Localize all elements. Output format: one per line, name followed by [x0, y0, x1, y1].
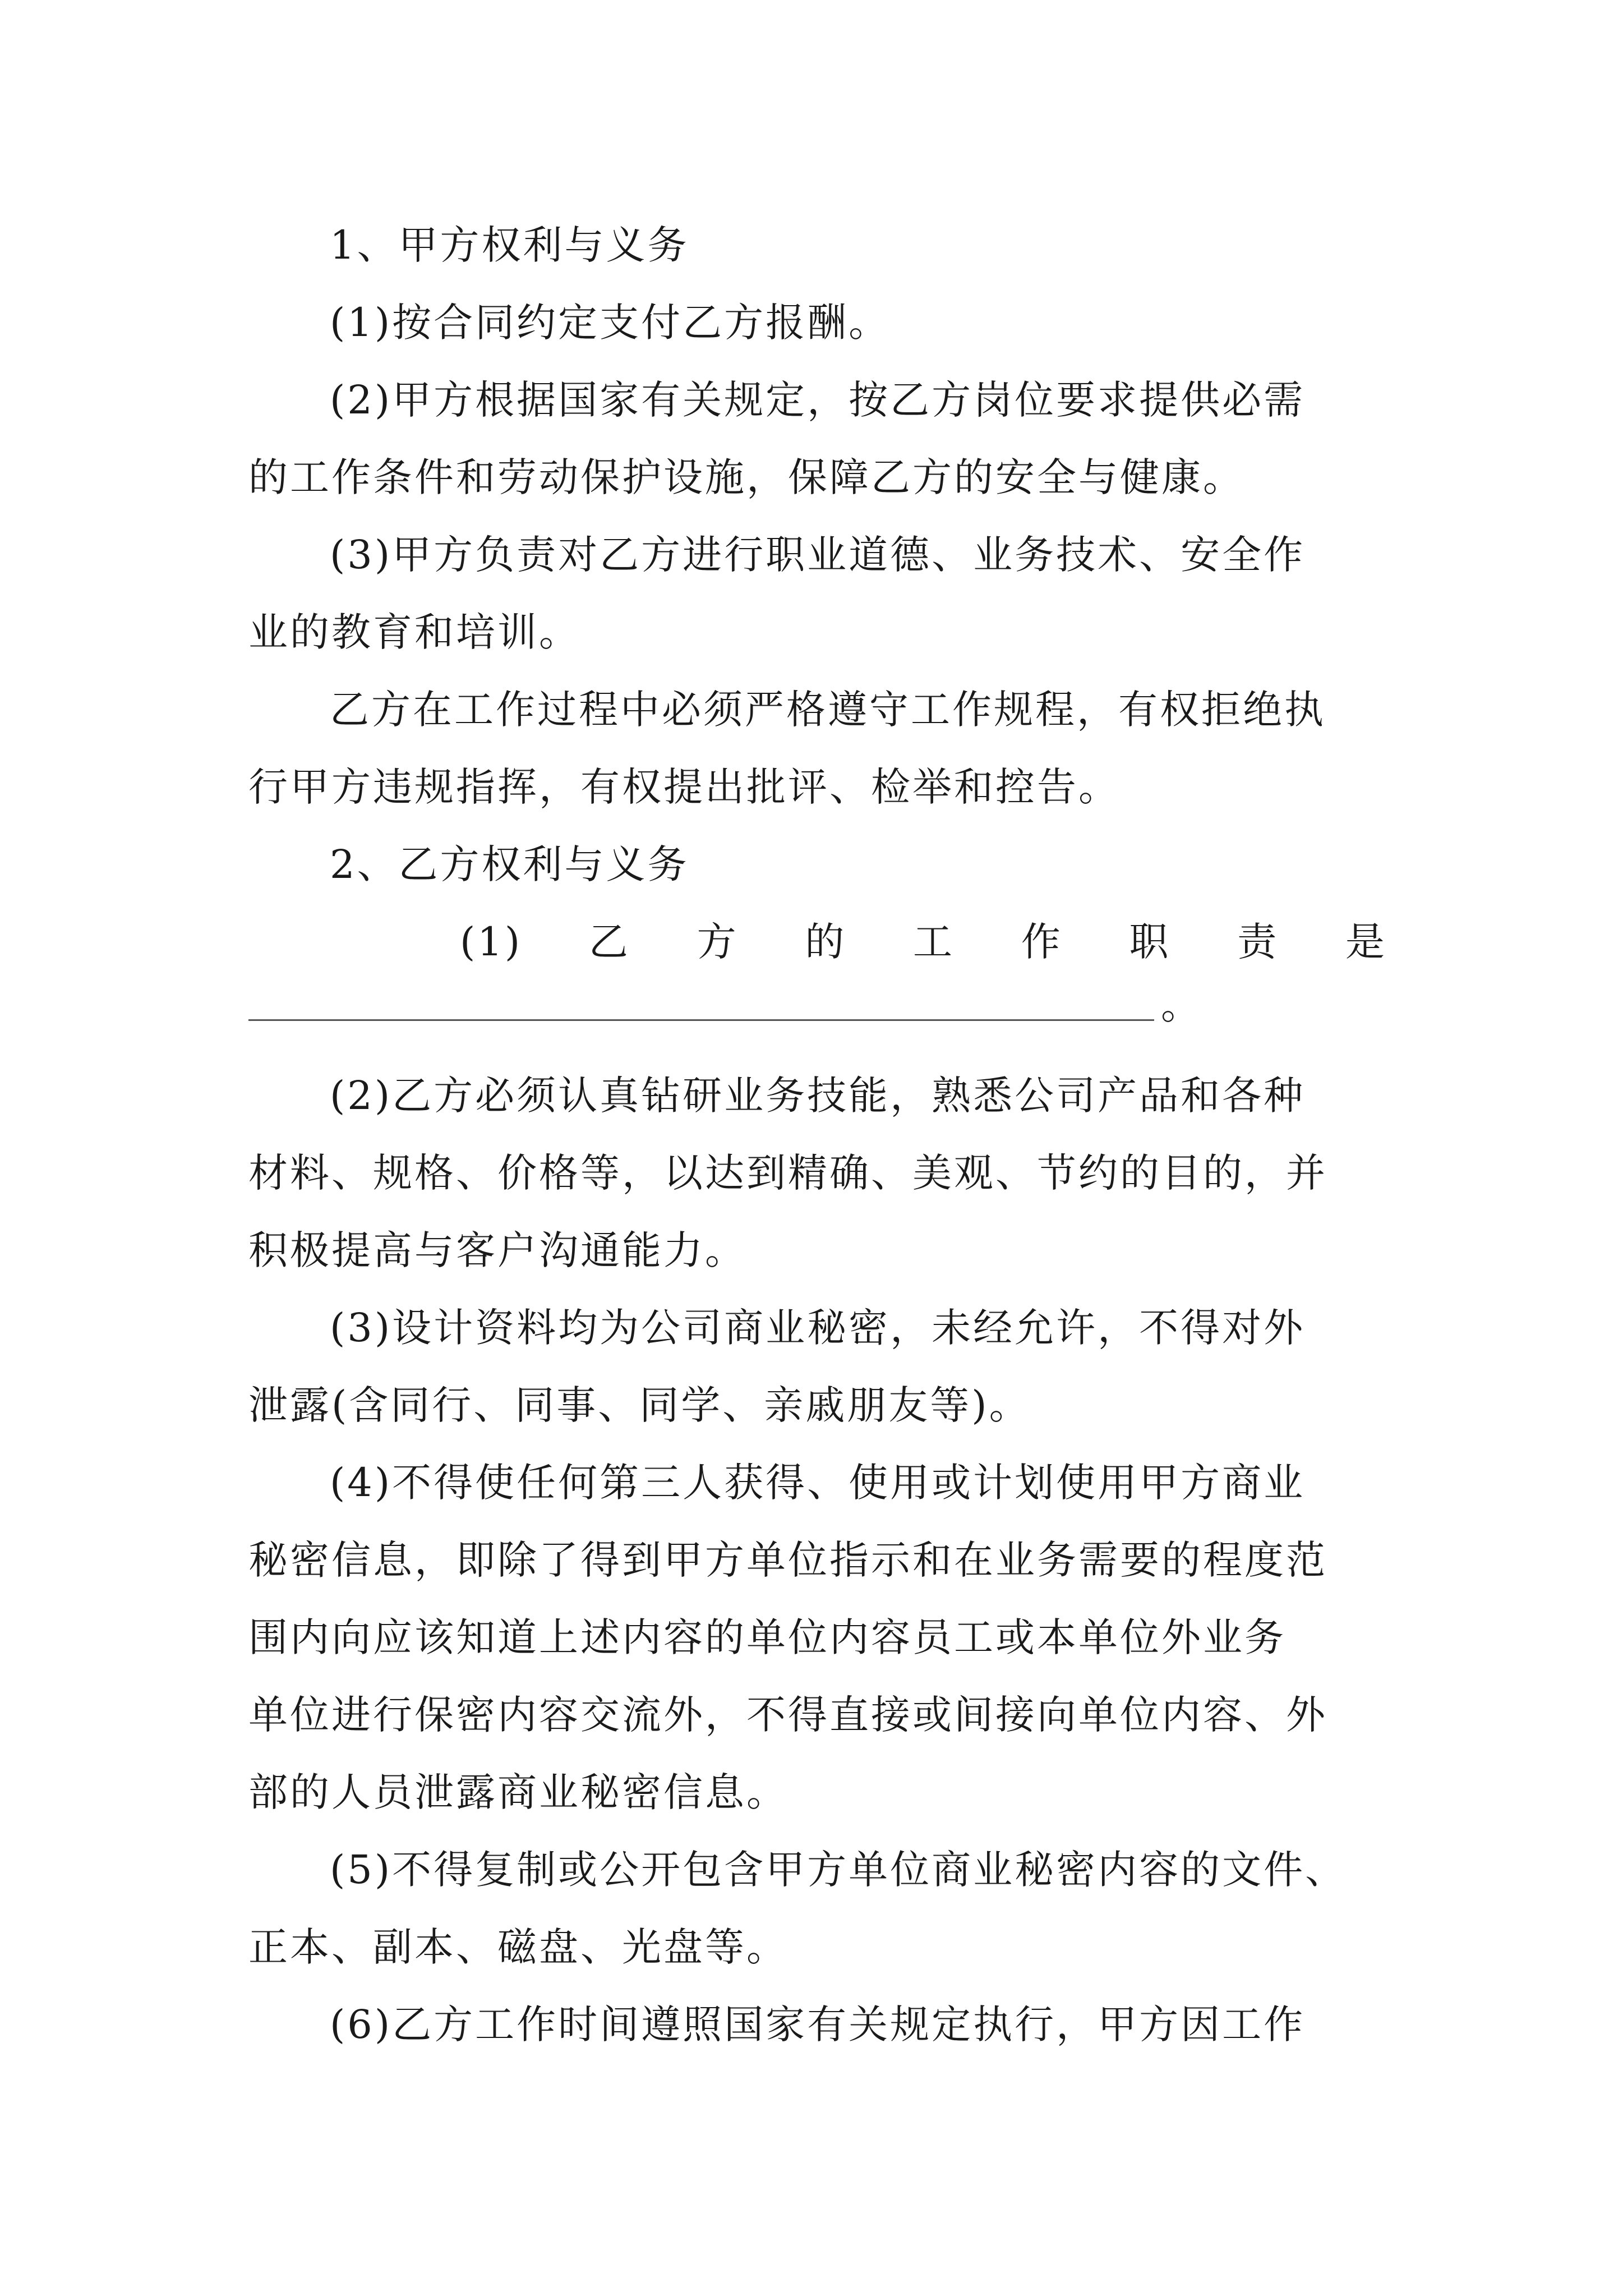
spaced-char: 作: [1021, 919, 1063, 965]
paragraph-line: 单位进行保密内容交流外，不得直接或间接向单位内容、外: [248, 1692, 1327, 1738]
paragraph-line: 正本、副本、磁盘、光盘等。: [248, 1924, 788, 1970]
section-heading-party-b: 2、乙方权利与义务: [330, 841, 689, 887]
spaced-char: 的: [805, 919, 847, 965]
paragraph-line: (2)甲方根据国家有关规定，按乙方岗位要求提供必需: [330, 377, 1306, 423]
spaced-char: 责: [1237, 919, 1279, 965]
paragraph-line: 泄露(含同行、同事、同学、亲戚朋友等)。: [248, 1382, 1031, 1428]
fill-in-blank-underline: [248, 1019, 1154, 1021]
section-heading-party-a: 1、甲方权利与义务: [330, 222, 689, 268]
spaced-char: 工: [913, 919, 955, 965]
paragraph-line: (2)乙方必须认真钻研业务技能，熟悉公司产品和各种: [330, 1073, 1306, 1119]
paragraph-line: 部的人员泄露商业秘密信息。: [248, 1769, 788, 1815]
paragraph-line: (3)设计资料均为公司商业秘密，未经允许，不得对外: [330, 1305, 1306, 1351]
paragraph-line: 秘密信息，即除了得到甲方单位指示和在业务需要的程度范: [248, 1537, 1327, 1583]
spaced-char: 是: [1345, 919, 1387, 965]
paragraph-line: 积极提高与客户沟通能力。: [248, 1227, 746, 1273]
spaced-char: 方: [697, 919, 739, 965]
paragraph-line: 业的教育和培训。: [248, 609, 580, 655]
paragraph-line: (5)不得复制或公开包含甲方单位商业秘密内容的文件、: [330, 1847, 1347, 1893]
paragraph-line: (4)不得使任何第三人获得、使用或计划使用甲方商业: [330, 1460, 1306, 1506]
spaced-char: 乙: [588, 919, 630, 965]
fill-in-blank-period: 。: [1161, 982, 1200, 1028]
paragraph-line: (3)甲方负责对乙方进行职业道德、业务技术、安全作: [330, 532, 1306, 578]
paragraph-line: 的工作条件和劳动保护设施，保障乙方的安全与健康。: [248, 454, 1244, 500]
spaced-char: 职: [1129, 919, 1171, 965]
paragraph-line: 行甲方违规指挥，有权提出批评、检举和控告。: [248, 764, 1120, 810]
paragraph-line: 围内向应该知道上述内容的单位内容员工或本单位外业务: [248, 1614, 1286, 1660]
paragraph-line: (6)乙方工作时间遵照国家有关规定执行，甲方因工作: [330, 2001, 1306, 2047]
paragraph-line: 材料、规格、价格等，以达到精确、美观、节约的目的，并: [248, 1150, 1327, 1196]
duty-fill-in-line: [460, 919, 1387, 965]
spaced-char: (1): [460, 919, 523, 965]
paragraph-line: (1)按合同约定支付乙方报酬。: [330, 300, 891, 346]
paragraph-line: 乙方在工作过程中必须严格遵守工作规程，有权拒绝执: [330, 687, 1326, 733]
